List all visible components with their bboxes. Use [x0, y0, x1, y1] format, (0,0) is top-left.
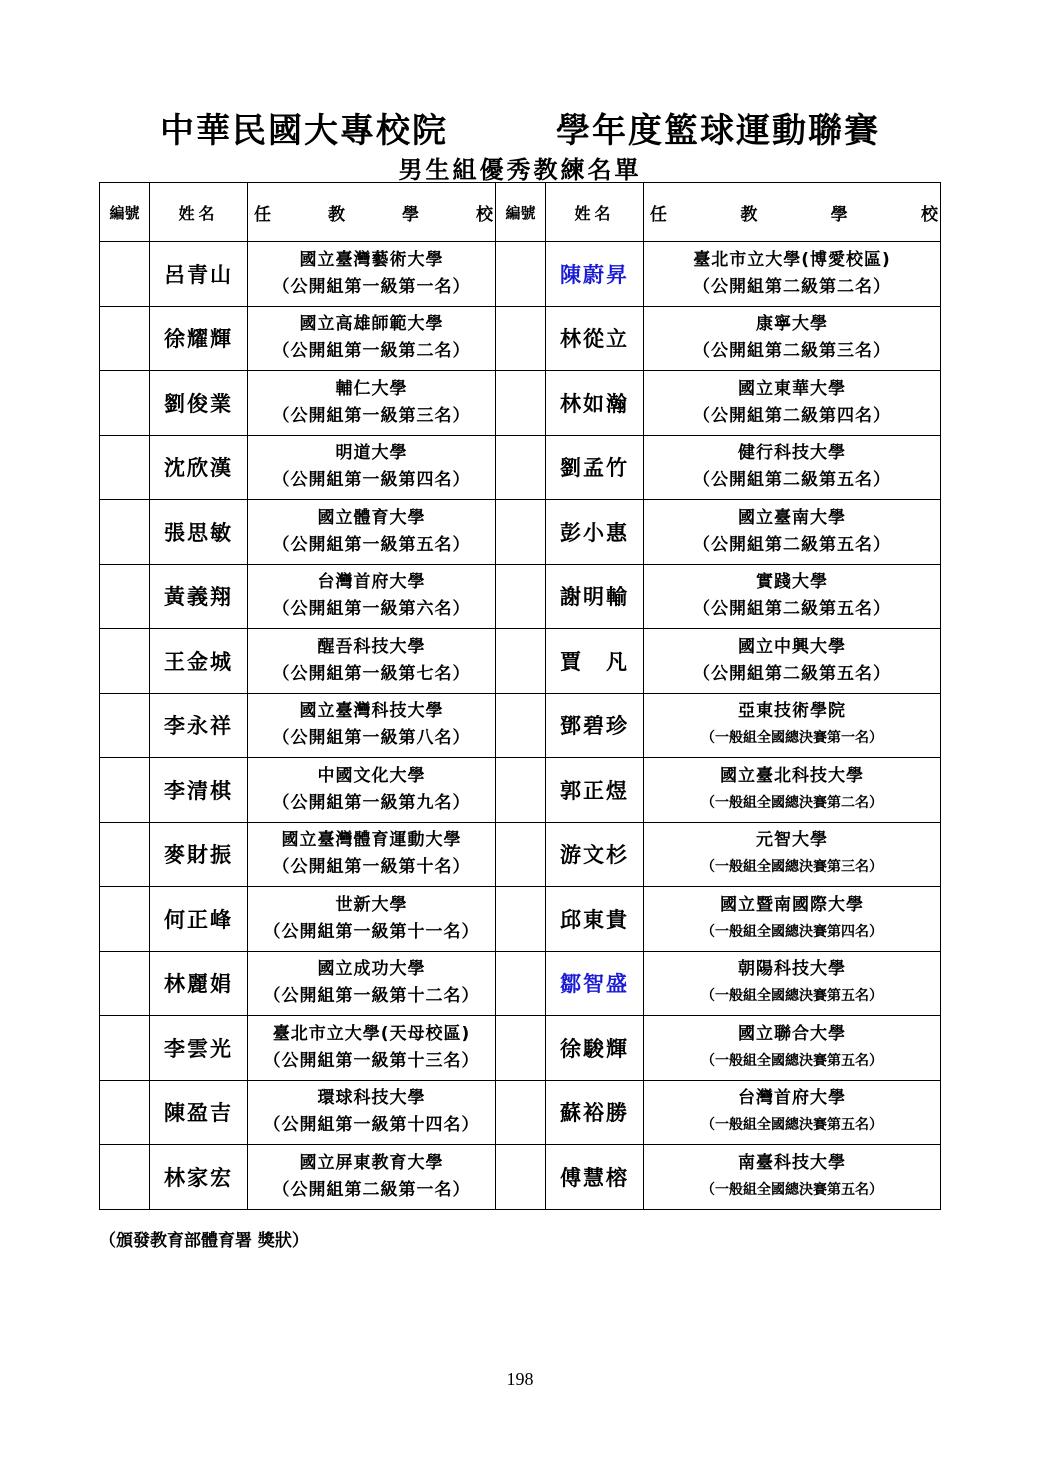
header-name-right: 姓名 — [546, 183, 644, 242]
table-row — [100, 1080, 941, 1145]
header-name: 姓名 — [150, 183, 248, 242]
award-rank: （公開組第一級第三名） — [272, 405, 471, 426]
school-cell — [644, 629, 941, 694]
number-cell — [100, 951, 150, 1016]
coach-name: 劉俊業 — [150, 371, 248, 436]
coach-name: 王金城 — [150, 629, 248, 694]
award-rank: （一般組全國總決賽第一名） — [701, 730, 883, 747]
award-rank: （公開組第二級第五名） — [693, 599, 891, 620]
school-name: 南臺科技大學 — [738, 1152, 846, 1173]
school-name: 環球科技大學 — [317, 1088, 426, 1109]
title-left: 中華民國大專校院 — [160, 111, 448, 151]
school-cell — [644, 1145, 941, 1210]
coach-name: 林如瀚 — [546, 371, 644, 436]
table-row — [100, 951, 941, 1016]
school-cell — [644, 242, 941, 307]
school-cell — [248, 951, 496, 1016]
number-cell — [100, 500, 150, 565]
coach-name: 彭小惠 — [546, 500, 644, 565]
school-name: 世新大學 — [335, 894, 408, 915]
coach-name: 陳盈吉 — [150, 1080, 248, 1145]
school-cell — [248, 758, 496, 823]
coach-name: 徐駿輝 — [546, 1016, 644, 1081]
coach-name: 謝明輸 — [546, 564, 644, 629]
number-cell — [100, 887, 150, 952]
school-cell — [248, 1080, 496, 1145]
table-row — [100, 500, 941, 565]
school-name: 醒吾科技大學 — [317, 636, 426, 657]
school-cell — [248, 242, 496, 307]
coach-name: 黃義翔 — [150, 564, 248, 629]
school-cell — [644, 758, 941, 823]
number-cell — [496, 887, 546, 952]
award-rank: （一般組全國總決賽第五名） — [701, 1052, 883, 1069]
award-rank: （公開組第一級第二名） — [272, 341, 471, 362]
school-name: 國立聯合大學 — [738, 1023, 846, 1044]
school-name: 國立成功大學 — [317, 959, 426, 980]
coach-name: 李清棋 — [150, 758, 248, 823]
page-subtitle: 男生組優秀教練名單 — [398, 155, 642, 184]
school-name: 國立暨南國際大學 — [720, 894, 864, 915]
number-cell — [496, 371, 546, 436]
school-cell — [248, 306, 496, 371]
number-cell — [100, 693, 150, 758]
school-cell — [644, 564, 941, 629]
school-cell — [248, 1016, 496, 1081]
school-cell — [644, 435, 941, 500]
coach-name: 游文杉 — [546, 822, 644, 887]
header-school: 任 教 學 校 — [248, 183, 496, 242]
school-cell — [248, 822, 496, 887]
table-row — [100, 758, 941, 823]
coach-name: 郭正煜 — [546, 758, 644, 823]
number-cell — [100, 1016, 150, 1081]
award-rank: （公開組第一級第九名） — [272, 792, 471, 813]
number-cell — [100, 371, 150, 436]
coach-name: 鄒智盛 — [546, 951, 644, 1016]
award-rank: （公開組第一級第五名） — [272, 534, 471, 555]
award-rank: （一般組全國總決賽第五名） — [701, 1181, 883, 1198]
coach-name: 鄧碧珍 — [546, 693, 644, 758]
school-name: 國立臺灣體育運動大學 — [281, 830, 462, 851]
award-rank: （公開組第二級第三名） — [693, 341, 891, 362]
title-right: 學年度籃球運動聯賽 — [556, 111, 880, 151]
school-name: 元智大學 — [756, 830, 828, 851]
award-rank: （公開組第二級第一名） — [272, 1179, 471, 1200]
number-cell — [496, 242, 546, 307]
school-name: 國立中興大學 — [738, 636, 846, 657]
coach-name: 林麗娟 — [150, 951, 248, 1016]
award-rank: （公開組第二級第四名） — [693, 405, 891, 426]
number-cell — [496, 500, 546, 565]
coach-name: 劉孟竹 — [546, 435, 644, 500]
school-name: 國立臺灣藝術大學 — [299, 249, 444, 270]
table-row — [100, 822, 941, 887]
table-row — [100, 887, 941, 952]
school-name: 臺北市立大學(天母校區) — [272, 1023, 471, 1044]
school-name: 國立臺北科技大學 — [720, 765, 864, 786]
school-cell — [644, 693, 941, 758]
school-cell — [248, 435, 496, 500]
school-name: 台灣首府大學 — [317, 572, 426, 593]
school-name: 國立東華大學 — [738, 378, 846, 399]
award-rank: （公開組第一級第十一名） — [263, 921, 480, 942]
school-cell — [248, 371, 496, 436]
number-cell — [496, 306, 546, 371]
award-rank: （公開組第一級第六名） — [272, 599, 471, 620]
school-name: 實踐大學 — [756, 572, 828, 593]
number-cell — [496, 629, 546, 694]
number-cell — [496, 822, 546, 887]
table-row — [100, 435, 941, 500]
school-name: 國立體育大學 — [317, 507, 426, 528]
table-row — [100, 629, 941, 694]
school-name: 明道大學 — [335, 443, 408, 464]
header-school-right: 任 教 學 校 — [644, 183, 941, 242]
award-rank: （公開組第一級第八名） — [272, 728, 471, 749]
number-cell — [496, 435, 546, 500]
number-cell — [496, 1080, 546, 1145]
school-cell — [644, 500, 941, 565]
coach-name: 蘇裕勝 — [546, 1080, 644, 1145]
coach-name: 沈欣漢 — [150, 435, 248, 500]
school-name: 國立臺灣科技大學 — [299, 701, 444, 722]
header-number-right: 編號 — [496, 183, 546, 242]
school-name: 國立高雄師範大學 — [299, 314, 444, 335]
school-cell — [644, 887, 941, 952]
school-cell — [644, 1080, 941, 1145]
coach-name: 陳蔚昇 — [546, 242, 644, 307]
coach-name: 邱東貴 — [546, 887, 644, 952]
table-row — [100, 242, 941, 307]
coach-name: 賈 凡 — [546, 629, 644, 694]
school-cell — [248, 564, 496, 629]
award-rank: （公開組第一級第四名） — [272, 470, 471, 491]
school-cell — [644, 306, 941, 371]
number-cell — [100, 1080, 150, 1145]
number-cell — [100, 758, 150, 823]
number-cell — [496, 693, 546, 758]
coach-name: 林家宏 — [150, 1145, 248, 1210]
award-rank: （公開組第一級第七名） — [272, 663, 471, 684]
school-cell — [248, 1145, 496, 1210]
award-rank: （公開組第一級第十三名） — [263, 1050, 480, 1071]
award-rank: （公開組第二級第五名） — [693, 663, 891, 684]
table-header-row — [100, 183, 941, 242]
coach-name: 張思敏 — [150, 500, 248, 565]
coach-name: 呂青山 — [150, 242, 248, 307]
award-rank: （一般組全國總決賽第二名） — [701, 794, 883, 811]
school-name: 中國文化大學 — [317, 765, 426, 786]
award-rank: （公開組第二級第二名） — [693, 276, 891, 297]
school-cell — [644, 822, 941, 887]
award-rank: （一般組全國總決賽第五名） — [701, 988, 883, 1005]
number-cell — [100, 1145, 150, 1210]
coach-roster-table — [99, 182, 941, 1210]
number-cell — [100, 564, 150, 629]
school-cell — [644, 371, 941, 436]
school-name: 臺北市立大學(博愛校區) — [693, 249, 891, 270]
table-row — [100, 306, 941, 371]
award-rank: （公開組第一級第十四名） — [263, 1115, 480, 1136]
award-rank: （公開組第一級第十二名） — [263, 986, 480, 1007]
number-cell — [496, 758, 546, 823]
school-cell — [248, 887, 496, 952]
number-cell — [100, 242, 150, 307]
coach-name: 麥財振 — [150, 822, 248, 887]
school-cell — [644, 1016, 941, 1081]
school-name: 亞東技術學院 — [738, 701, 846, 722]
table-row — [100, 693, 941, 758]
table-row — [100, 564, 941, 629]
school-cell — [248, 629, 496, 694]
award-rank: （公開組第二級第五名） — [693, 470, 891, 491]
school-name: 康寧大學 — [756, 314, 828, 335]
award-note: （頒發教育部體育署 獎狀） — [99, 1231, 309, 1251]
number-cell — [100, 822, 150, 887]
number-cell — [496, 1016, 546, 1081]
school-name: 輔仁大學 — [335, 378, 408, 399]
number-cell — [496, 951, 546, 1016]
award-rank: （一般組全國總決賽第四名） — [701, 923, 883, 940]
coach-name: 李永祥 — [150, 693, 248, 758]
page-title — [0, 103, 1040, 152]
school-name: 台灣首府大學 — [738, 1088, 846, 1109]
number-cell — [496, 1145, 546, 1210]
school-cell — [248, 500, 496, 565]
number-cell — [100, 306, 150, 371]
number-cell — [496, 564, 546, 629]
coach-name: 徐耀輝 — [150, 306, 248, 371]
header-number: 編號 — [100, 183, 150, 242]
table-row — [100, 1016, 941, 1081]
coach-name: 何正峰 — [150, 887, 248, 952]
table-row — [100, 371, 941, 436]
award-rank: （公開組第二級第五名） — [693, 534, 891, 555]
school-name: 國立臺南大學 — [738, 507, 846, 528]
school-name: 健行科技大學 — [738, 443, 846, 464]
table-row — [100, 1145, 941, 1210]
school-name: 朝陽科技大學 — [738, 959, 846, 980]
school-name: 國立屏東教育大學 — [299, 1152, 444, 1173]
number-cell — [100, 629, 150, 694]
page-number: 198 — [506, 1369, 534, 1389]
coach-name: 林從立 — [546, 306, 644, 371]
award-rank: （公開組第一級第一名） — [272, 276, 471, 297]
award-rank: （一般組全國總決賽第五名） — [701, 1117, 883, 1134]
school-cell — [248, 693, 496, 758]
number-cell — [100, 435, 150, 500]
coach-name: 傅慧榕 — [546, 1145, 644, 1210]
award-rank: （公開組第一級第十名） — [272, 857, 471, 878]
school-cell — [644, 951, 941, 1016]
coach-name: 李雲光 — [150, 1016, 248, 1081]
award-rank: （一般組全國總決賽第三名） — [701, 859, 883, 876]
